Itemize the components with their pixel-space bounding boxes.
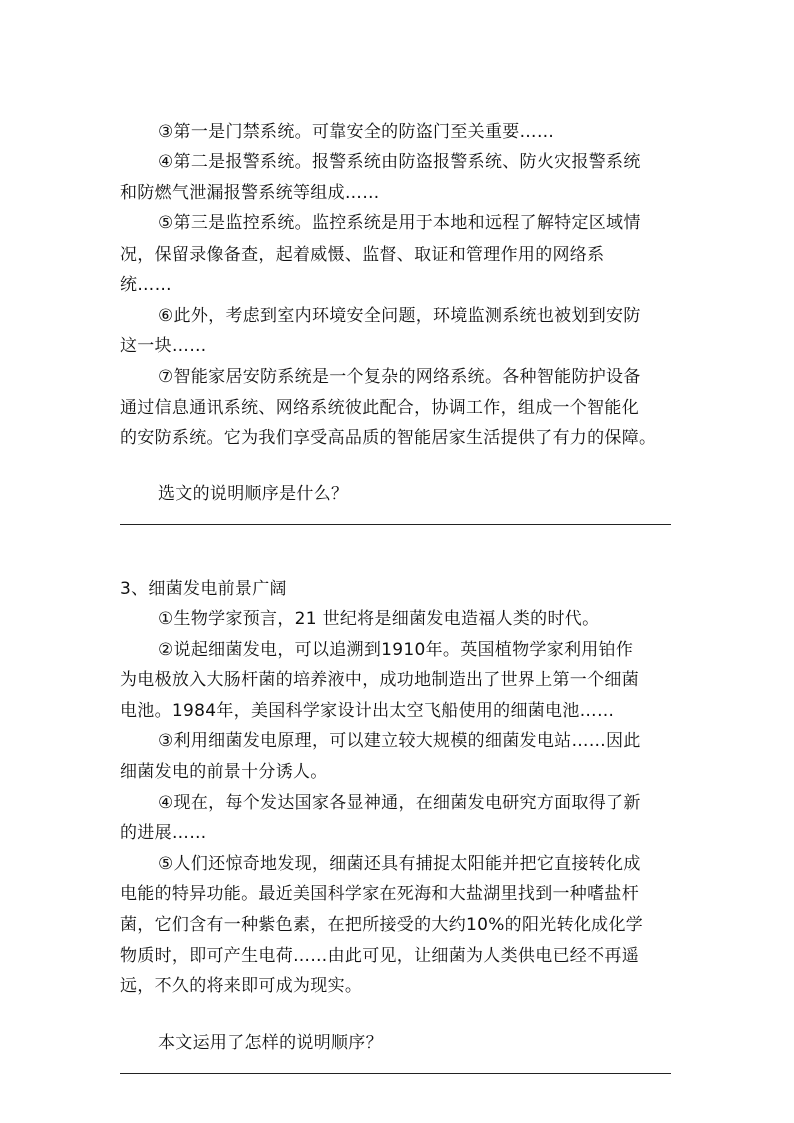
answer-blank-2[interactable] [120,524,671,525]
answer-blank-3[interactable] [120,1073,671,1074]
s3-para-2-line-3: 电池。1984年，美国科学家设计出太空飞船使用的细菌电池…… [120,701,615,721]
s3-para-5-line-2: 电能的特异功能。最近美国科学家在死海和大盐湖里找到一种嗜盐杆 [120,884,639,904]
question-3: 本文运用了怎样的说明顺序？ [158,1033,383,1053]
para-4-line-2: 和防燃气泄漏报警系统等组成…… [120,183,380,203]
s3-para-4-line-2: 的进展…… [120,823,207,843]
para-6-line-2: 这一块…… [120,336,207,356]
section-3-title: 3、细菌发电前景广阔 [120,579,287,599]
s3-para-2-line-2: 为电极放入大肠杆菌的培养液中，成功地制造出了世界上第一个细菌 [120,670,639,690]
question-2: 选文的说明顺序是什么？ [158,484,349,504]
s3-para-3-line-2: 细菌发电的前景十分诱人。 [120,762,328,782]
para-4-line-1: ④第二是报警系统。报警系统由防盗报警系统、防火灾报警系统 [158,152,641,172]
s3-para-3-line-1: ③利用细菌发电原理，可以建立较大规模的细菌发电站……因此 [158,731,641,751]
para-7-line-3: 的安防系统。它为我们享受高品质的智能居家生活提供了有力的保障。 [120,428,657,448]
s3-para-1-line-1: ①生物学家预言，21 世纪将是细菌发电造福人类的时代。 [158,609,600,629]
para-5-line-2: 况，保留录像备查，起着威慑、监督、取证和管理作用的网络系 [120,245,605,265]
s3-para-5-line-1: ⑤人们还惊奇地发现，细菌还具有捕捉太阳能并把它直接转化成 [158,854,641,874]
s3-para-2-line-1: ②说起细菌发电，可以追溯到1910年。英国植物学家利用铂作 [158,640,634,660]
s3-para-5-line-5: 远，不久的将来即可成为现实。 [120,976,363,996]
s3-para-5-line-3: 菌，它们含有一种紫色素，在把所接受的大约10%的阳光转化成化学 [120,915,644,935]
para-5-line-3: 统…… [120,275,172,295]
para-6-line-1: ⑥此外，考虑到室内环境安全问题，环境监测系统也被划到安防 [158,306,641,326]
s3-para-4-line-1: ④现在，每个发达国家各显神通，在细菌发电研究方面取得了新 [158,793,641,813]
para-7-line-1: ⑦智能家居安防系统是一个复杂的网络系统。各种智能防护设备 [158,367,641,387]
para-3-line-1: ③第一是门禁系统。可靠安全的防盗门至关重要…… [158,122,555,142]
s3-para-5-line-4: 物质时，即可产生电荷……由此可见，让细菌为人类供电已经不再遥 [120,946,639,966]
para-7-line-2: 通过信息通讯系统、网络系统彼此配合，协调工作，组成一个智能化 [120,398,639,418]
para-5-line-1: ⑤第三是监控系统。监控系统是用于本地和远程了解特定区域情 [158,213,641,233]
